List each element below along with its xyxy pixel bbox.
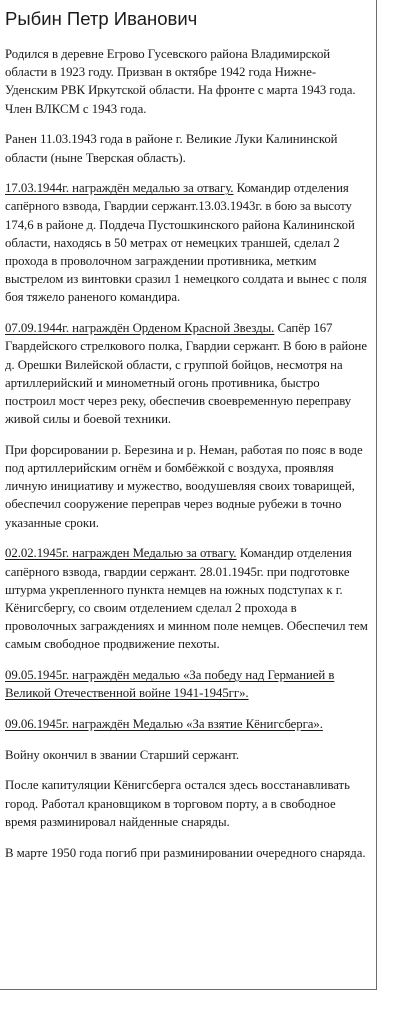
award-heading: 02.02.1945г. награжден Медалью за отвагу. <box>5 546 237 561</box>
paragraph-text: После капитуляции Кёнигсберга остался здесь восстанавливать город. Работал крановщиком в торговом порту, а в свободное время разминировал найденные снаряды. <box>5 778 350 829</box>
page-title: Рыбин Петр Иванович <box>5 8 198 29</box>
paragraph-birth <box>5 45 368 118</box>
paragraph-text: Родился в деревне Егрово Гусевского района Владимирской области в 1923 году. Призван в октябре 1942 года Нижне-Уденским РВК Иркутской области. На фронте с марта 1943 года. Член ВЛКСМ с 1943 года. <box>5 47 356 116</box>
paragraph-rank <box>5 746 368 764</box>
paragraph-award-1945-medal <box>5 544 368 653</box>
award-heading: 07.09.1944г. награждён Орденом Красной Звезды. <box>5 321 275 336</box>
paragraph-award-red-star <box>5 319 368 428</box>
paragraph-award-konigsberg <box>5 715 368 733</box>
paragraph-river-crossing <box>5 441 368 532</box>
paragraph-text: Сапёр 167 Гвардейского стрелкового полка, Гвардии сержант. В бою в районе д. Орешки Вилейской области, с группой бойцов, несмотря на артиллерийский и минометный огонь противника, быстро построил мост через реку, обеспечив своевременную переправу живой силы и боевой техники. <box>5 321 367 427</box>
award-heading: 09.06.1945г. награждён Медалью «За взятие Кёнигсберга». <box>5 717 323 731</box>
paragraph-death <box>5 844 368 862</box>
paragraph-text: Командир отделения сапёрного взвода, гвардии сержант. 28.01.1945г. при подготовке штурма укрепленного пункта немцев на южных подступах к г. Кёнигсбергу, со своим отделением сделал 2 прохода в проволочных заграждениях и минном поле немцев. Обеспечил тем самым свободное продвижение пехоты. <box>5 546 368 652</box>
paragraph-award-1944-medal <box>5 179 368 306</box>
paragraph-award-victory <box>5 666 368 702</box>
award-heading: 09.05.1945г. награждён медалью «За победу над Германией в Великой Отечественной войне 1941-1945гг». <box>5 668 335 701</box>
paragraph-text: Ранен 11.03.1943 года в районе г. Великие Луки Калининской области (ныне Тверская область). <box>5 132 338 165</box>
paragraph-postwar <box>5 776 368 831</box>
paragraph-text: Командир отделения сапёрного взвода, Гвардии сержант.13.03.1943г. в бою за высоту 174,6 в районе д. Поддеча Пустошкинского района Калининской области, находясь в 50 метрах от немецких траншей, сделал 2 прохода в проволочном заграждении противника, метким выстрелом из винтовки сразил 1 немецкого солдата и вынес с поля боя тяжело раненого командира. <box>5 181 367 305</box>
paragraph-wounded <box>5 130 368 166</box>
paragraph-text: В марте 1950 года погиб при разминировании очередного снаряда. <box>5 845 366 860</box>
paragraph-text: При форсировании р. Березина и р. Неман, работая по пояс в воде под артиллерийским огнём и бомбёжкой с воздуха, проявляя личную инициативу и мужество, воодушевляя своих товарищей, обеспечил сооружение переправ через водные рубежи в точно указанные сроки. <box>5 442 363 530</box>
award-heading: 17.03.1944г. награждён медалью за отвагу. <box>5 181 234 196</box>
paragraph-text: Войну окончил в звании Старший сержант. <box>5 747 240 762</box>
